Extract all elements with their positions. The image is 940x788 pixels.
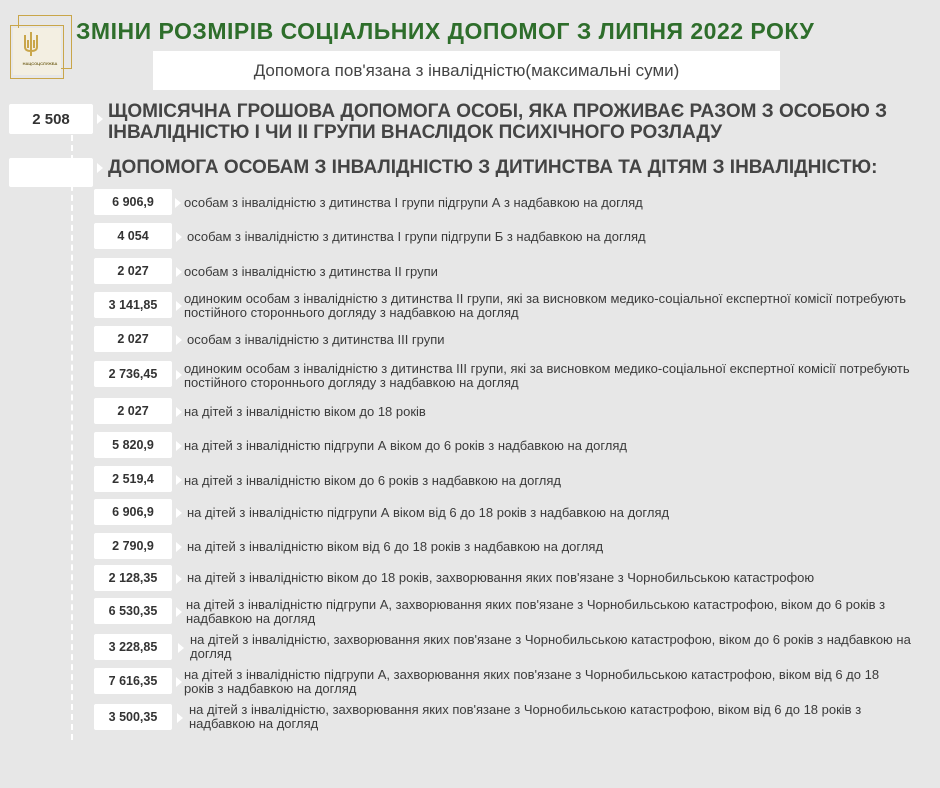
arrow-icon: [97, 163, 103, 173]
arrow-icon: [176, 542, 182, 552]
arrow-icon: [176, 370, 182, 380]
amount-value: 5 820,9: [112, 438, 154, 452]
arrow-icon: [176, 574, 182, 584]
amount-value: 2 027: [117, 264, 149, 278]
section-heading: ДОПОМОГА ОСОБАМ З ІНВАЛІДНІСТЮ З ДИТИНСТВА ТА ДІТЯМ З ІНВАЛІДНІСТЮ:: [108, 157, 878, 178]
item-label: особам з інвалідністю з дитинства ІІ групи: [184, 264, 438, 279]
item-label: одиноким особам з інвалідністю з дитинства ІІ групи, які за висновком медико-соціальної експертної комісії потребують постійного стороннього догляду з надбавкою на догляд: [184, 291, 907, 320]
amount-box: [94, 499, 172, 525]
amount-box: [94, 258, 172, 284]
item-label: особам з інвалідністю з дитинства І групи підгрупи Б з надбавкою на догляд: [187, 229, 646, 244]
logo-text: НАЦСОЦСЛУЖБА: [22, 61, 58, 66]
subtitle: Допомога пов'язана з інвалідністю(максимальні суми): [253, 60, 680, 80]
amount-value: 7 616,35: [108, 674, 158, 688]
item-label: на дітей з інвалідністю підгрупи А віком до 6 років з надбавкою на догляд: [184, 438, 628, 453]
arrow-icon: [176, 677, 182, 687]
amount-value: 2 027: [117, 404, 149, 418]
arrow-icon: [97, 114, 103, 124]
timeline-line: [71, 125, 73, 740]
amount-box: [94, 326, 172, 352]
arrow-icon: [176, 475, 182, 485]
amount-box: [94, 598, 172, 624]
amount-box: [94, 565, 172, 591]
item-label: одиноким особам з інвалідністю з дитинства ІІІ групи, які за висновком медико-соціальної експертної комісії потребують постійного стороннього догляду з надбавкою на догляд: [184, 361, 910, 390]
item-label: на дітей з інвалідністю підгрупи А, захворювання яких пов'язане з Чорнобильською катастрофою, віком від 6 до 18 років з надбавкою на догляд: [184, 667, 880, 696]
item-label: на дітей з інвалідністю підгрупи А, захворювання яких пов'язане з Чорнобильською катастрофою, віком до 6 років з надбавкою на догляд: [186, 597, 886, 626]
amount-box: [94, 704, 172, 730]
amount-box: [94, 533, 172, 559]
item-label: на дітей з інвалідністю віком від 6 до 18 років з надбавкою на догляд: [187, 539, 604, 554]
arrow-icon: [177, 713, 183, 723]
amount-value: 6 530,35: [108, 604, 158, 618]
subtitle-box: [153, 51, 780, 90]
amount-value: 6 906,9: [112, 195, 154, 209]
item-label: на дітей з інвалідністю віком до 18 років, захворювання яких пов'язане з Чорнобильською катастрофою: [187, 570, 815, 585]
amount-value: 3 141,85: [108, 298, 158, 312]
arrow-icon: [176, 267, 182, 277]
amount-value: 2 790,9: [112, 539, 154, 553]
amount-value: 4 054: [117, 229, 149, 243]
item-label: особам з інвалідністю з дитинства І групи підгрупи А з надбавкою на догляд: [184, 195, 643, 210]
amount-box: [94, 634, 172, 660]
arrow-icon: [176, 335, 182, 345]
trident-icon: [21, 31, 41, 57]
amount-value: 2 508: [32, 110, 70, 128]
arrow-icon: [178, 643, 184, 653]
amount-value: 2 027: [117, 332, 149, 346]
item-label: особам з інвалідністю з дитинства ІІІ групи: [187, 332, 445, 347]
amount-box: [94, 223, 172, 249]
amount-value: 2 519,4: [112, 472, 154, 486]
amount-value: 6 906,9: [112, 505, 154, 519]
item-label: на дітей з інвалідністю віком до 18 років: [184, 404, 426, 419]
item-label: на дітей з інвалідністю, захворювання яких пов'язане з Чорнобильською катастрофою, віком від 6 до 18 років з надбавкою на догляд: [189, 702, 862, 731]
item-label: на дітей з інвалідністю, захворювання яких пов'язане з Чорнобильською катастрофою, віком до 6 років з надбавкою на догляд: [190, 632, 911, 661]
arrow-icon: [176, 232, 182, 242]
amount-box: [94, 432, 172, 458]
arrow-icon: [175, 198, 181, 208]
amount-box: [9, 158, 93, 187]
amount-value: 3 228,85: [108, 640, 158, 654]
arrow-icon: [176, 508, 182, 518]
item-label: на дітей з інвалідністю підгрупи А віком від 6 до 18 років з надбавкою на догляд: [187, 505, 670, 520]
logo: [10, 15, 72, 77]
arrow-icon: [176, 301, 182, 311]
arrow-icon: [176, 407, 182, 417]
amount-box: [94, 668, 172, 694]
amount-box: [94, 189, 172, 215]
amount-value: 3 500,35: [108, 710, 158, 724]
amount-value: 2 128,35: [108, 571, 158, 585]
amount-box: [9, 104, 93, 134]
amount-value: 2 736,45: [108, 367, 158, 381]
page-title: ЗМІНИ РОЗМІРІВ СОЦІАЛЬНИХ ДОПОМОГ З ЛИПНЯ 2022 РОКУ: [76, 18, 815, 44]
section-heading: ЩОМІСЯЧНА ГРОШОВА ДОПОМОГА ОСОБІ, ЯКА ПРОЖИВАЄ РАЗОМ З ОСОБОЮ З ІНВАЛІДНІСТЮ І ЧИ ІІ ГРУПИ ВНАСЛІДОК ПСИХІЧНОГО РОЗЛАДУ: [108, 101, 887, 143]
arrow-icon: [176, 607, 182, 617]
amount-box: [94, 398, 172, 424]
amount-box: [94, 292, 172, 318]
amount-box: [94, 361, 172, 387]
amount-box: [94, 466, 172, 492]
arrow-icon: [176, 441, 182, 451]
item-label: на дітей з інвалідністю віком до 6 років з надбавкою на догляд: [184, 473, 561, 488]
